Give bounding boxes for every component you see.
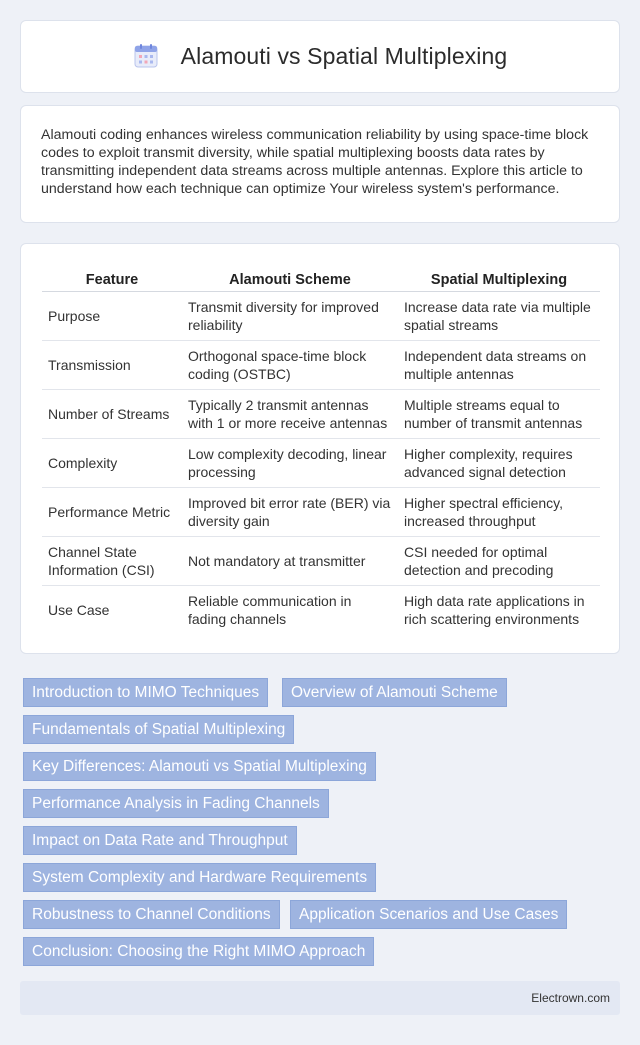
topic-link-performance-analysis[interactable]: Performance Analysis in Fading Channels — [23, 789, 329, 818]
table-row — [42, 340, 600, 389]
table-cell: Purpose — [42, 291, 182, 340]
table-row — [42, 585, 600, 634]
table-cell: Orthogonal space-time block coding (OSTBC) — [182, 340, 398, 389]
table-row — [42, 487, 600, 536]
table-cell: Complexity — [42, 438, 182, 487]
table-cell: Transmission — [42, 340, 182, 389]
title-card — [20, 20, 620, 93]
table-cell: Higher spectral efficiency, increased throughput — [398, 487, 600, 536]
column-header: Feature — [42, 264, 182, 291]
calendar-icon — [133, 43, 159, 69]
column-header: Alamouti Scheme — [182, 264, 398, 291]
intro-card — [20, 105, 620, 223]
column-header: Spatial Multiplexing — [398, 264, 600, 291]
table-cell: Use Case — [48, 601, 110, 618]
table-cell: Channel State Information (CSI) — [42, 536, 182, 585]
topic-link-system-complexity[interactable]: System Complexity and Hardware Requirements — [23, 863, 376, 892]
table-cell: Transmit diversity for improved reliability — [182, 291, 398, 340]
table-cell: Low complexity decoding, linear processing — [182, 438, 398, 487]
comparison-table — [42, 264, 600, 634]
table-row — [42, 438, 600, 487]
footer-site-link[interactable]: Electrown.com — [531, 991, 610, 1005]
table-cell: Typically 2 transmit antennas with 1 or more receive antennas — [182, 389, 398, 438]
table-header-row — [42, 264, 600, 291]
table-row — [42, 291, 600, 340]
topic-link-data-rate[interactable]: Impact on Data Rate and Throughput — [23, 826, 297, 855]
table-cell: Multiple streams equal to number of transmit antennas — [398, 389, 600, 438]
page-title: Alamouti vs Spatial Multiplexing — [180, 43, 508, 69]
table-cell: Reliable communication in fading channels — [188, 592, 352, 627]
topic-link-alamouti-overview[interactable]: Overview of Alamouti Scheme — [282, 678, 507, 707]
intro-text: Alamouti coding enhances wireless communication reliability by using space-time block codes to exploit transmit diversity, while spatial multiplexing boosts data rates by transmitting independent data streams across multiple antennas. Explore this article to understand how each technique can optimize Your wireless system's performance. — [41, 127, 589, 197]
table-row — [42, 389, 600, 438]
table-row — [42, 536, 600, 585]
topic-link-spatial-fundamentals[interactable]: Fundamentals of Spatial Multiplexing — [23, 715, 294, 744]
table-cell: High data rate applications in rich scattering environments — [404, 592, 585, 627]
comparison-table-card — [20, 243, 620, 654]
table-cell: Higher complexity, requires advanced signal detection — [398, 438, 600, 487]
table-cell: Not mandatory at transmitter — [182, 536, 398, 585]
topic-link-key-differences[interactable]: Key Differences: Alamouti vs Spatial Multiplexing — [23, 752, 376, 781]
table-cell: Independent data streams on multiple antennas — [398, 340, 600, 389]
table-cell: Performance Metric — [42, 487, 182, 536]
topic-link-application-scenarios[interactable]: Application Scenarios and Use Cases — [290, 900, 567, 929]
table-cell: Number of Streams — [42, 389, 182, 438]
table-cell: Increase data rate via multiple spatial streams — [398, 291, 600, 340]
table-cell: Improved bit error rate (BER) via diversity gain — [182, 487, 398, 536]
topic-link-robustness[interactable]: Robustness to Channel Conditions — [23, 900, 280, 929]
topic-link-conclusion[interactable]: Conclusion: Choosing the Right MIMO Approach — [23, 937, 374, 966]
table-cell: CSI needed for optimal detection and precoding — [398, 536, 600, 585]
footer — [20, 981, 620, 1015]
topic-link-introduction[interactable]: Introduction to MIMO Techniques — [23, 678, 268, 707]
